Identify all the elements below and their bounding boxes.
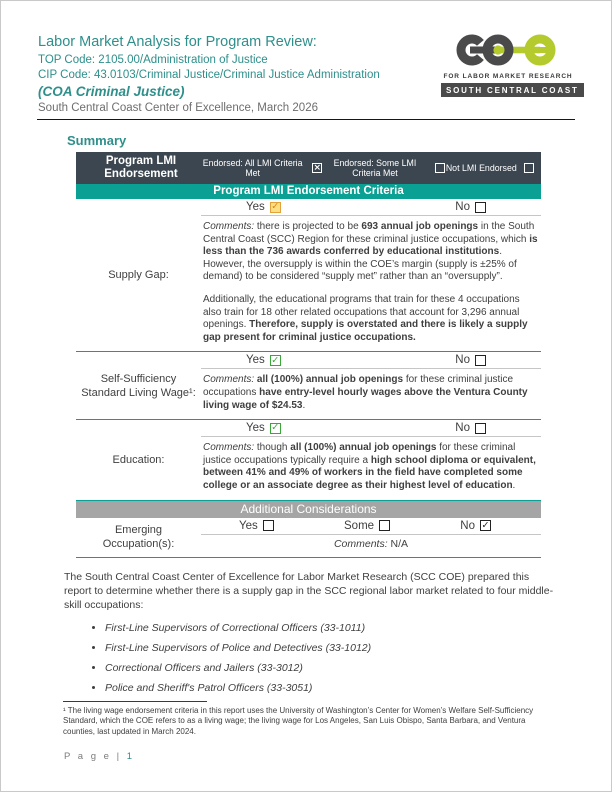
supply-gap-no-option <box>455 201 486 213</box>
supply-gap-comments-p1: Comments: there is projected to be 693 annual job openings in the South Central Coast (SCC) Region for these criminal justice occupations, which is less than the 736 awards conferred by educational institutions. However, the oversupply is within the COE’s margin (supply is ±25% of demand) to be considered “supply met” rather than an “oversupply”. <box>203 221 538 283</box>
program-name: (COA Criminal Justice) <box>38 84 185 99</box>
occupation-list <box>105 622 549 695</box>
occupation-item: • First-Line Supervisors of Correctional Officers (33-1011) <box>105 622 549 635</box>
page-content <box>1 120 611 695</box>
supply-gap-label: Supply Gap: <box>108 269 169 282</box>
occupation-item: • First-Line Supervisors of Police and Detectives (33-1012) <box>105 642 549 655</box>
supply-gap-body <box>201 199 541 351</box>
education-yes-option <box>246 422 281 434</box>
not-endorsed-checkbox[interactable] <box>524 163 534 173</box>
supply-gap-no-text: No <box>455 201 470 213</box>
page-title: Labor Market Analysis for Program Review: <box>38 34 317 50</box>
endorsement-header-label: Program LMI Endorsement <box>104 155 178 180</box>
endorsement-option-some-label: Endorsed: Some LMI Criteria Met <box>333 157 417 178</box>
living-wage-body <box>201 352 541 419</box>
endorsement-option-some <box>322 158 444 179</box>
emerging-no-option <box>460 520 491 532</box>
endorsement-option-not <box>445 163 535 174</box>
endorsed-some-checkbox[interactable] <box>435 163 445 173</box>
living-wage-yes-no-line <box>201 352 541 369</box>
endorsement-option-not-label: Not LMI Endorsed <box>445 162 517 173</box>
footnote-divider <box>63 701 207 702</box>
living-wage-yes-option <box>246 354 281 366</box>
education-no-text: No <box>455 422 470 435</box>
education-comments: Comments: though all (100%) annual job openings for these criminal justice occupations typically require a high school diploma or equivalent, between 41% and 49% of workers in the field have completed some college or an associate degree as their highest level of education. <box>203 442 536 491</box>
endorsement-option-all-label: Endorsed: All LMI Criteria Met <box>202 157 303 178</box>
living-wage-yes-checkbox[interactable] <box>270 355 281 366</box>
document-header <box>1 1 611 114</box>
education-yes-text: Yes <box>246 422 265 435</box>
additional-row-emerging <box>76 518 541 559</box>
education-no-option <box>455 422 486 434</box>
emerging-label: Emerging Occupation(s): <box>102 524 175 551</box>
criteria-row-supply-gap <box>76 199 541 352</box>
supply-gap-yes-text: Yes <box>246 201 265 213</box>
top-code-line: TOP Code: 2105.00/Administration of Justice <box>38 54 268 66</box>
emerging-yes-option <box>239 520 274 532</box>
endorsed-all-checkbox[interactable] <box>312 163 322 173</box>
logo-tagline: FOR LABOR MARKET RESEARCH <box>443 73 573 80</box>
living-wage-yes-text: Yes <box>246 354 265 367</box>
coe-gears-icon <box>456 34 560 66</box>
emerging-some-text: Some <box>344 519 375 532</box>
criteria-banner: Program LMI Endorsement Criteria <box>76 184 541 199</box>
emerging-yes-text: Yes <box>239 519 258 532</box>
page-word: P a g e <box>64 751 112 762</box>
supply-gap-no-checkbox[interactable] <box>475 202 486 213</box>
education-no-checkbox[interactable] <box>475 423 486 434</box>
emerging-options-line <box>201 518 541 535</box>
endorsement-option-all <box>200 158 322 179</box>
emerging-no-checkbox[interactable] <box>480 520 491 531</box>
additional-considerations-banner: Additional Considerations <box>76 501 541 518</box>
education-body <box>201 420 541 499</box>
living-wage-label: Self-Sufficiency Standard Living Wage¹: <box>81 372 196 399</box>
logo-region-badge: SOUTH CENTRAL COAST <box>441 83 584 97</box>
footnote-text: ¹ The living wage endorsement criteria in this report uses the University of Washington’s Center for Women’s Welfare Self-Sufficiency Standard, which the COE refers to as a living wage; the living wage for Los Angeles, San Luis Obispo, Santa Barbara, and Ventura counties, last updated in March 2024. <box>63 706 534 736</box>
living-wage-no-checkbox[interactable] <box>475 355 486 366</box>
cip-code-line: CIP Code: 43.0103/Criminal Justice/Criminal Justice Administration <box>38 68 380 81</box>
emerging-yes-checkbox[interactable] <box>263 520 274 531</box>
emerging-some-option <box>344 520 390 532</box>
org-date-line: South Central Coast Center of Excellence, March 2026 <box>38 102 318 114</box>
emerging-body <box>201 518 541 558</box>
page-separator: | <box>116 751 122 762</box>
education-yes-checkbox[interactable] <box>270 423 281 434</box>
footnote-block <box>63 701 557 737</box>
supply-gap-yes-option <box>246 201 281 213</box>
page-number: 1 <box>126 751 135 762</box>
lmi-endorsement-table <box>76 152 541 558</box>
coe-logo <box>441 34 579 114</box>
education-yes-no-line <box>201 420 541 437</box>
emerging-some-checkbox[interactable] <box>379 520 390 531</box>
emerging-comments: Comments: N/A <box>333 537 409 550</box>
supply-gap-comments-p2: Additionally, the educational programs that train for these 4 occupations also train for 18 other related occupations that account for 3,296 annual openings. Therefore, supply is overstated and there is likely a supply gap present for criminal justice occupations. <box>203 293 528 343</box>
supply-gap-yes-no-line <box>201 199 541 216</box>
emerging-no-text: No <box>460 519 475 532</box>
header-text-block <box>38 34 380 114</box>
intro-paragraph: The South Central Coast Center of Excellence for Labor Market Research (SCC COE) prepared this report to determine whether there is a supply gap in the SCC regional labor market related to four middle-skill occupations: <box>64 571 554 611</box>
living-wage-comments: Comments: all (100%) annual job openings for these criminal justice occupations have entry-level hourly wages above the Ventura County living wage of $24.53. <box>203 374 528 411</box>
occupation-item: • Correctional Officers and Jailers (33-3012) <box>105 662 549 675</box>
education-label: Education: <box>112 453 165 466</box>
page-footer <box>64 751 134 762</box>
criteria-row-education <box>76 420 541 500</box>
supply-gap-yes-checkbox[interactable] <box>270 202 281 213</box>
criteria-row-living-wage <box>76 352 541 420</box>
living-wage-no-option <box>455 354 486 366</box>
endorsement-header-row <box>76 152 541 184</box>
summary-heading: Summary <box>67 133 127 148</box>
occupation-item: • Police and Sheriff's Patrol Officers (33-3051) <box>105 682 549 695</box>
living-wage-no-text: No <box>455 354 470 367</box>
